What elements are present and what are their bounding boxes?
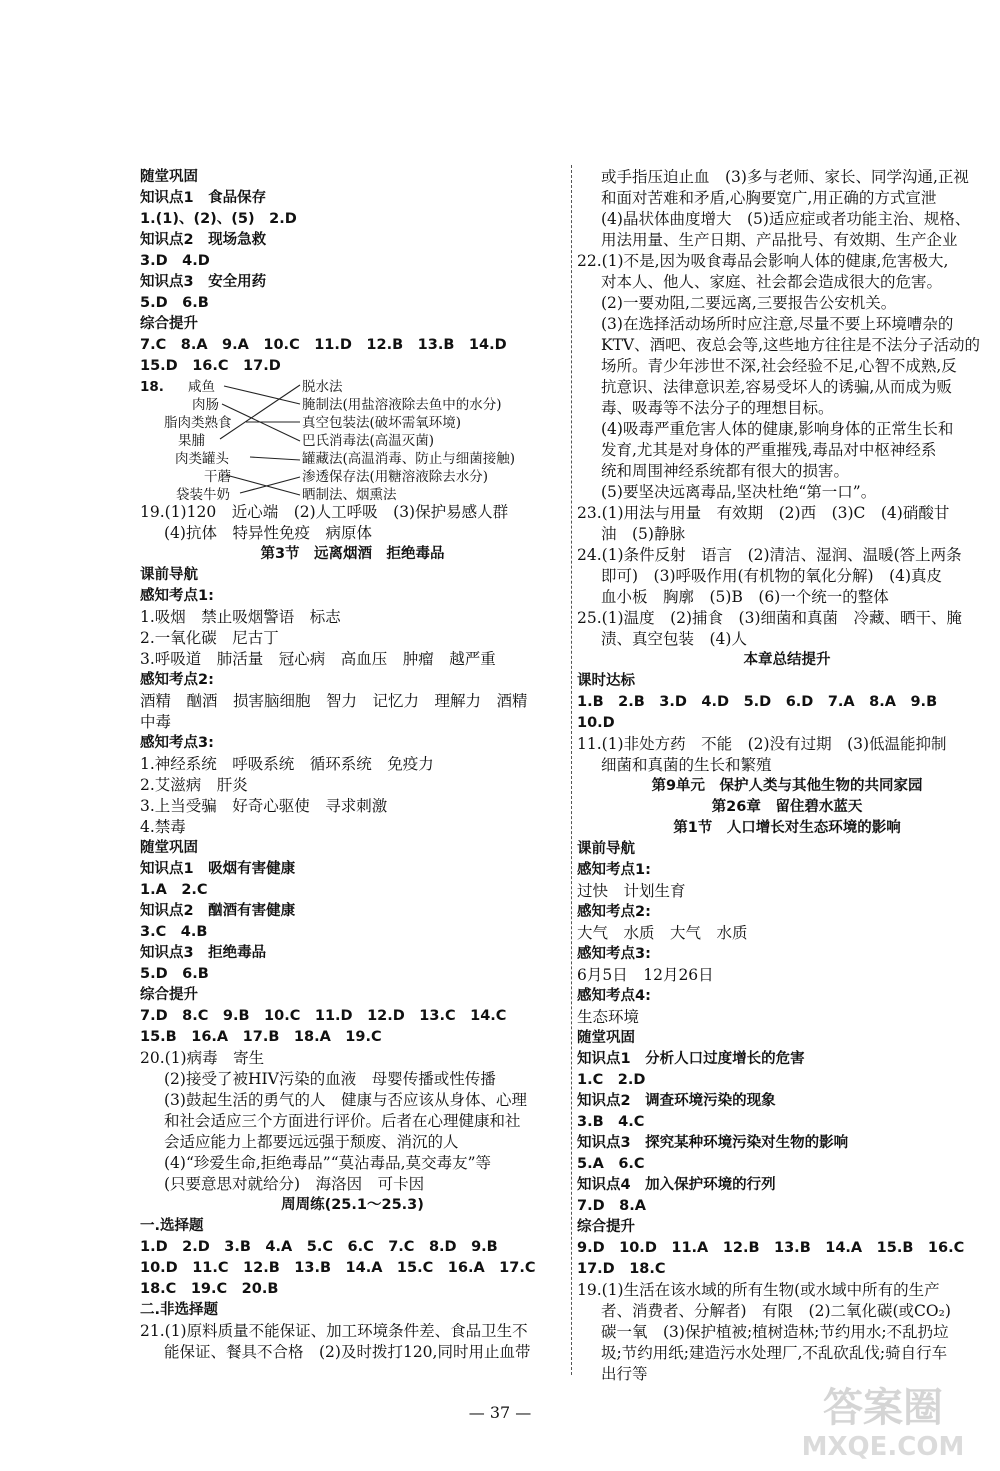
match-left-item: 咸鱼 <box>188 379 215 395</box>
answer-line: 抗意识、法律意识差,容易受坏人的诱骗,从而成为贩 <box>601 378 952 396</box>
answer-line: 19.(1)生活在该水域的所有生物(或水域中所有的生产 <box>577 1281 940 1299</box>
answer-line: 11.(1)非处方药 不能 (2)没有过期 (3)低温能抑制 <box>577 735 947 753</box>
answer-line: 综合提升 <box>140 316 198 332</box>
watermark-logo <box>778 1373 988 1463</box>
answer-line: 第1节 人口增长对生态环境的影响 <box>673 820 901 836</box>
answer-line: 24.(1)条件反射 语言 (2)清洁、湿润、温暖(答上两条 <box>577 546 962 564</box>
answer-line: 1.神经系统 呼吸系统 循环系统 免疫力 <box>140 755 434 773</box>
answer-line: 20.(1)病毒 寄生 <box>140 1049 265 1067</box>
answer-line: 3.C 4.B <box>140 924 208 940</box>
answer-line: 5.D 6.B <box>140 295 209 311</box>
answer-line: 25.(1)温度 (2)捕食 (3)细菌和真菌 冷藏、晒干、腌 <box>577 609 963 627</box>
answer-line: (4)抗体 特异性免疫 病原体 <box>164 524 372 542</box>
answer-line: 知识点4 加入保护环境的行列 <box>577 1177 776 1193</box>
answer-line: 1.B 2.B 3.D 4.D 5.D 6.D 7.A 8.A 9.B <box>577 694 938 710</box>
match-right-item: 罐藏法(高温消毒、防止与细菌接触) <box>302 451 516 467</box>
answer-line: 出行等 <box>601 1365 648 1383</box>
answer-line: 3.B 4.C <box>577 1114 645 1130</box>
match-right-item: 脱水法 <box>302 379 343 395</box>
answer-line: 圾;节约用纸;建造污水处理厂,不乱砍乱伐;骑自行车 <box>601 1344 948 1362</box>
answer-line: 发育,尤其是对身体的严重摧残,毒品对中枢神经系 <box>601 441 937 459</box>
answer-line: 渍、真空包装 (4)人 <box>601 630 747 648</box>
answer-line: 会适应能力上都要远远强于颓废、消沉的人 <box>164 1133 459 1151</box>
answer-line: 1.吸烟 禁止吸烟警语 标志 <box>140 608 341 626</box>
answer-line: 18.C 19.C 20.B <box>140 1281 279 1297</box>
answer-line: 感知考点3: <box>577 946 651 962</box>
answer-line: 细菌和真菌的生长和繁殖 <box>601 756 772 774</box>
answer-line: 7.D 8.A <box>577 1198 646 1214</box>
match-left-item: 干蘑 <box>204 469 231 485</box>
match-right-item: 渗透保存法(用糖溶液除去水分) <box>302 469 489 485</box>
watermark-text-bottom: MXQE.COM <box>801 1432 965 1462</box>
answer-line: 3.D 4.D <box>140 253 210 269</box>
answer-line: 一.选择题 <box>140 1218 204 1234</box>
answer-line: 感知考点3: <box>140 735 214 751</box>
left-column <box>140 167 565 1363</box>
answer-line: 1.D 2.D 3.B 4.A 5.C 6.C 7.C 8.D 9.B <box>140 1239 498 1255</box>
answer-line: 过快 计划生育 <box>577 882 686 900</box>
answer-line: (3)在选择活动场所时应注意,尽量不要上环境嘈杂的 <box>601 315 954 333</box>
answer-line: 7.C 8.A 9.A 10.C 11.D 12.B 13.B 14.D <box>140 337 507 353</box>
answer-line: 感知考点2: <box>140 672 214 688</box>
column-divider <box>571 165 572 1375</box>
answer-line: (4)“珍爱生命,拒绝毒品”“莫沾毒品,莫交毒友”等 <box>164 1154 492 1172</box>
left-answers-top <box>140 167 565 377</box>
answer-line: 知识点1 分析人口过度增长的危害 <box>577 1051 805 1067</box>
answer-line: 能保证、餐具不合格 (2)及时拨打120,同时用止血带 <box>164 1343 531 1361</box>
watermark-text-top: 答案圈 <box>823 1385 943 1431</box>
match-left-item: 脂肉类熟食 <box>164 415 232 431</box>
answer-line: 随堂巩固 <box>140 840 198 856</box>
right-answers <box>577 167 997 1385</box>
answer-line: 1.C 2.D <box>577 1072 646 1088</box>
answer-line: (3)鼓起生活的勇气的人 健康与否应该从身体、心理 <box>164 1091 527 1109</box>
answer-line: 者、消费者、分解者) 有限 (2)二氧化碳(或CO₂) <box>601 1302 951 1320</box>
answer-line: (4)晶状体曲度增大 (5)适应症或者功能主治、规格、 <box>601 210 971 228</box>
answer-line: 1.(1)、(2)、(5) 2.D <box>140 211 297 227</box>
answer-line: 和社会适应三个方面进行评价。后者在心理健康和社 <box>164 1112 521 1130</box>
answer-line: 知识点3 拒绝毒品 <box>140 945 267 961</box>
answer-line: 中毒 <box>140 713 172 731</box>
answer-line: 周周练(25.1～25.3) <box>281 1197 424 1213</box>
answer-line: 感知考点1: <box>140 588 214 604</box>
answer-line: 7.D 8.C 9.B 10.C 11.D 12.D 13.C 14.C <box>140 1008 507 1024</box>
match-right-item: 巴氏消毒法(高温灭菌) <box>302 433 435 449</box>
match-left-item: 果脯 <box>178 433 205 449</box>
answer-line: 感知考点1: <box>577 862 651 878</box>
answer-line: 知识点2 酗酒有害健康 <box>140 903 296 919</box>
answer-line: 23.(1)用法与用量 有效期 (2)西 (3)C (4)硝酸甘 <box>577 504 950 522</box>
match-left-item: 肉肠 <box>192 397 219 413</box>
answer-line: 知识点3 安全用药 <box>140 274 267 290</box>
match-left-item: 肉类罐头 <box>175 451 229 467</box>
answer-line: 知识点1 食品保存 <box>140 190 267 206</box>
answer-line: 3.上当受骗 好奇心驱使 寻求刺激 <box>140 797 388 815</box>
answer-line: 知识点3 探究某种环境污染对生物的影响 <box>577 1135 849 1151</box>
answer-line: 课前导航 <box>140 567 198 583</box>
answer-line: 4.禁毒 <box>140 818 186 836</box>
answer-line: 场所。青少年涉世不深,社会经验不足,心智不成熟,反 <box>601 357 957 375</box>
answer-line: (2)接受了被HIV污染的血液 母婴传播或性传播 <box>164 1070 496 1088</box>
question-number: 18. <box>140 379 164 395</box>
answer-line: 用法用量、生产日期、产品批号、有效期、生产企业 <box>601 231 958 249</box>
answer-line: 15.D 16.C 17.D <box>140 358 281 374</box>
left-answers-bottom <box>140 502 565 1363</box>
answer-line: 即可) (3)呼吸作用(有机物的氧化分解) (4)真皮 <box>601 567 943 585</box>
answer-line: 10.D 11.C 12.B 13.B 14.A 15.C 16.A 17.C <box>140 1260 536 1276</box>
match-right-item: 腌制法(用盐溶液除去鱼中的水分) <box>302 397 502 413</box>
match-right-item: 晒制法、烟熏法 <box>302 487 397 503</box>
answer-line: 17.D 18.C <box>577 1261 666 1277</box>
answer-line: 综合提升 <box>577 1219 635 1235</box>
answer-line: 或手指压迫止血 (3)多与老师、家长、同学沟通,正视 <box>601 168 969 186</box>
answer-line: 和面对苦难和矛盾,心胸要宽广,用正确的方式宣泄 <box>601 189 937 207</box>
answer-line: KTV、酒吧、夜总会等,这些地方往往是不法分子活动的 <box>601 336 981 354</box>
answer-line: 碳一氧 (3)保护植被;植树造林;节约用水;不乱扔垃 <box>601 1323 949 1341</box>
match-right-item: 真空包装法(破坏需氧环境) <box>302 415 462 431</box>
match-left-item: 袋装牛奶 <box>176 487 230 503</box>
answer-line: 对本人、他人、家庭、社会都会造成很大的危害。 <box>601 273 943 291</box>
answer-line: 2.一氧化碳 尼古丁 <box>140 629 279 647</box>
answer-line: 知识点2 调查环境污染的现象 <box>577 1093 776 1109</box>
answer-line: 酒精 酗酒 损害脑细胞 智力 记忆力 理解力 酒精 <box>140 692 528 710</box>
answer-line: 课时达标 <box>577 673 635 689</box>
answer-line: 统和周围神经系统都有很大的损害。 <box>601 462 850 480</box>
answer-line: 随堂巩固 <box>577 1030 635 1046</box>
answer-line: 随堂巩固 <box>140 169 198 185</box>
answer-line: 课前导航 <box>577 841 635 857</box>
matching-diagram-18 <box>140 377 565 502</box>
answer-line: 9.D 10.D 11.A 12.B 13.B 14.A 15.B 16.C <box>577 1240 965 1256</box>
page-number: — 37 — <box>468 1403 532 1422</box>
answer-line: 2.艾滋病 肝炎 <box>140 776 248 794</box>
answer-line: 第3节 远离烟酒 拒绝毒品 <box>260 546 445 562</box>
answer-line: 6月5日 12月26日 <box>577 966 714 984</box>
answer-line: (2)一要劝阻,二要远离,三要报告公安机关。 <box>601 294 897 312</box>
answer-line: (5)要坚决远离毒品,坚决杜绝“第一口”。 <box>601 483 877 501</box>
answer-line: 本章总结提升 <box>743 652 831 668</box>
answer-line: 22.(1)不是,因为吸食毒品会影响人体的健康,危害极大, <box>577 252 949 270</box>
answer-line: 油 (5)静脉 <box>601 525 685 543</box>
right-column <box>577 167 997 1385</box>
answer-line: 5.D 6.B <box>140 966 209 982</box>
answer-line: 生态环境 <box>577 1008 640 1026</box>
answer-line: 1.A 2.C <box>140 882 208 898</box>
answer-line: 19.(1)120 近心端 (2)人工呼吸 (3)保护易感人群 <box>140 503 509 521</box>
answer-line: 10.D <box>577 715 615 731</box>
answer-line: 知识点2 现场急救 <box>140 232 267 248</box>
answer-line: 3.呼吸道 肺活量 冠心病 高血压 肿瘤 越严重 <box>140 650 496 668</box>
answer-line: 15.B 16.A 17.B 18.A 19.C <box>140 1029 382 1045</box>
answer-line: 综合提升 <box>140 987 198 1003</box>
answer-line: 感知考点2: <box>577 904 651 920</box>
answer-line: 感知考点4: <box>577 988 651 1004</box>
answer-line: (只要意思对就给分) 海洛因 可卡因 <box>164 1175 425 1193</box>
answer-line: 毒、吸毒等不法分子的理想目标。 <box>601 399 834 417</box>
answer-line: (4)吸毒严重危害人体的健康,影响身体的正常生长和 <box>601 420 954 438</box>
answer-line: 二.非选择题 <box>140 1302 219 1318</box>
answer-line: 血小板 胸廓 (5)B (6)一个统一的整体 <box>601 588 889 606</box>
answer-line: 第26章 留住碧水蓝天 <box>711 799 863 815</box>
answer-line: 大气 水质 大气 水质 <box>577 924 748 942</box>
answer-line: 第9单元 保护人类与其他生物的共同家园 <box>651 778 923 794</box>
answer-line: 知识点1 吸烟有害健康 <box>140 861 296 877</box>
answer-line: 21.(1)原料质量不能保证、加工环境条件差、食品卫生不 <box>140 1322 528 1340</box>
answer-line: 5.A 6.C <box>577 1156 645 1172</box>
